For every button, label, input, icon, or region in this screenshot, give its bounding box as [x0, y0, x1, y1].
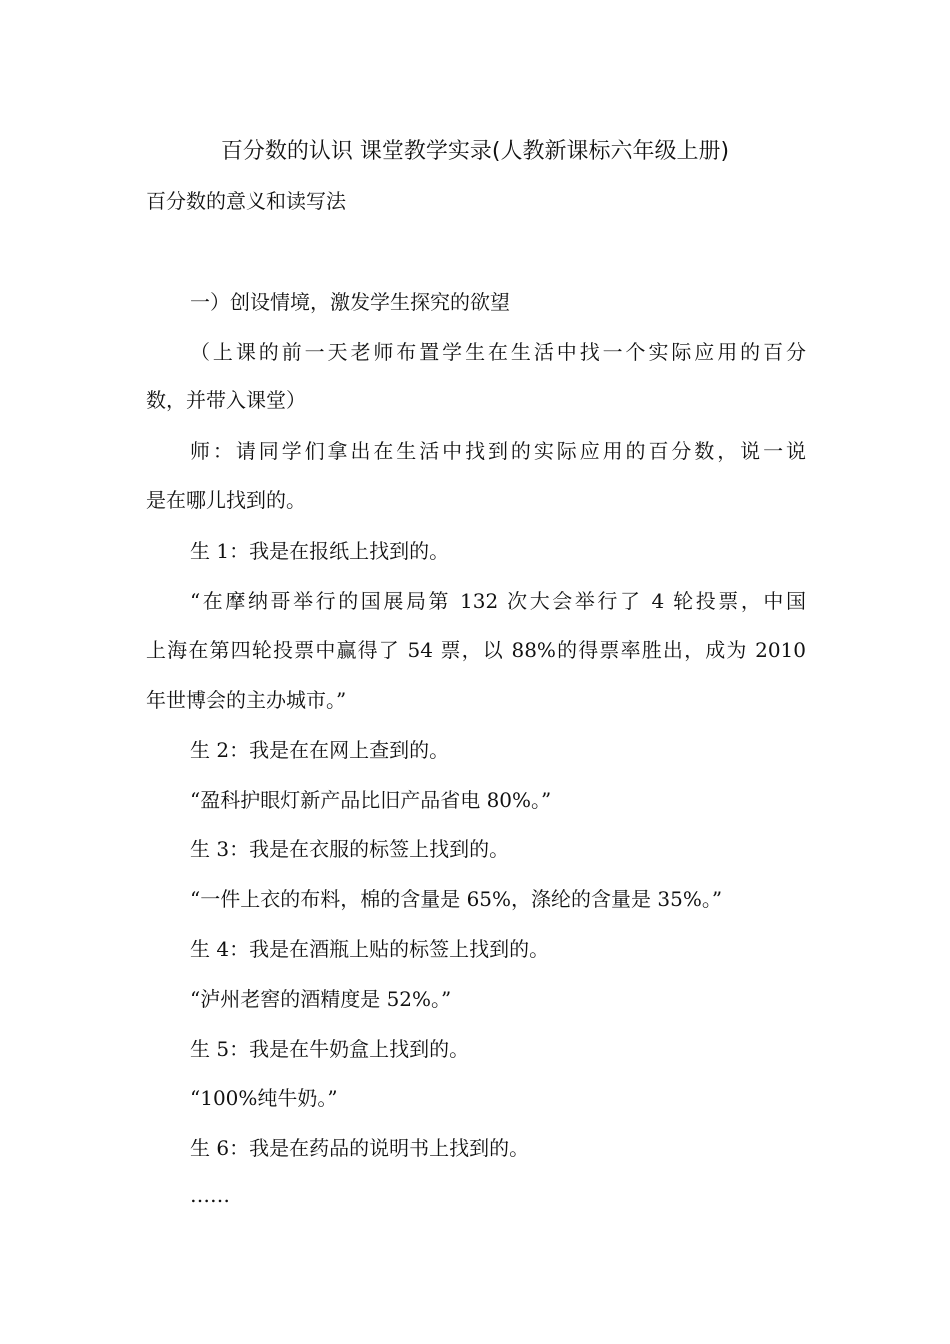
ellipsis-line: ……: [190, 1183, 230, 1207]
quote-5-line: “100%纯牛奶。”: [190, 1086, 338, 1110]
document-subtitle: 百分数的意义和读写法: [146, 189, 346, 213]
quote-3-line: “一件上衣的布料，棉的含量是 65%，涤纶的含量是 35%。”: [190, 887, 723, 911]
student-3-line: 生 3：我是在衣服的标签上找到的。: [190, 837, 510, 861]
quote-1-line-1: “在摩纳哥举行的国展局第 132 次大会举行了 4 轮投票，中国: [190, 589, 806, 613]
student-6-line: 生 6：我是在药品的说明书上找到的。: [190, 1136, 530, 1160]
section-heading: 一）创设情境，激发学生探究的欲望: [190, 290, 510, 314]
student-4-line: 生 4：我是在酒瓶上贴的标签上找到的。: [190, 937, 550, 961]
teacher-paragraph-line-1: 师：请同学们拿出在生活中找到的实际应用的百分数，说一说: [190, 439, 806, 463]
quote-4-line: “泸州老窖的酒精度是 52%。”: [190, 987, 452, 1011]
quote-2-line: “盈科护眼灯新产品比旧产品省电 80%。”: [190, 788, 552, 812]
intro-paragraph-line-1: （上课的前一天老师布置学生在生活中找一个实际应用的百分: [190, 340, 806, 364]
intro-paragraph-line-2: 数，并带入课堂）: [146, 388, 306, 412]
document-title: 百分数的认识 课堂教学实录(人教新课标六年级上册): [220, 139, 730, 164]
student-2-line: 生 2：我是在在网上查到的。: [190, 738, 450, 762]
quote-1-line-3: 年世博会的主办城市。”: [146, 688, 347, 712]
student-1-line: 生 1：我是在报纸上找到的。: [190, 539, 450, 563]
teacher-paragraph-line-2: 是在哪儿找到的。: [146, 488, 306, 512]
student-5-line: 生 5：我是在牛奶盒上找到的。: [190, 1037, 470, 1061]
quote-1-line-2: 上海在第四轮投票中赢得了 54 票，以 88%的得票率胜出，成为 2010: [146, 638, 806, 662]
